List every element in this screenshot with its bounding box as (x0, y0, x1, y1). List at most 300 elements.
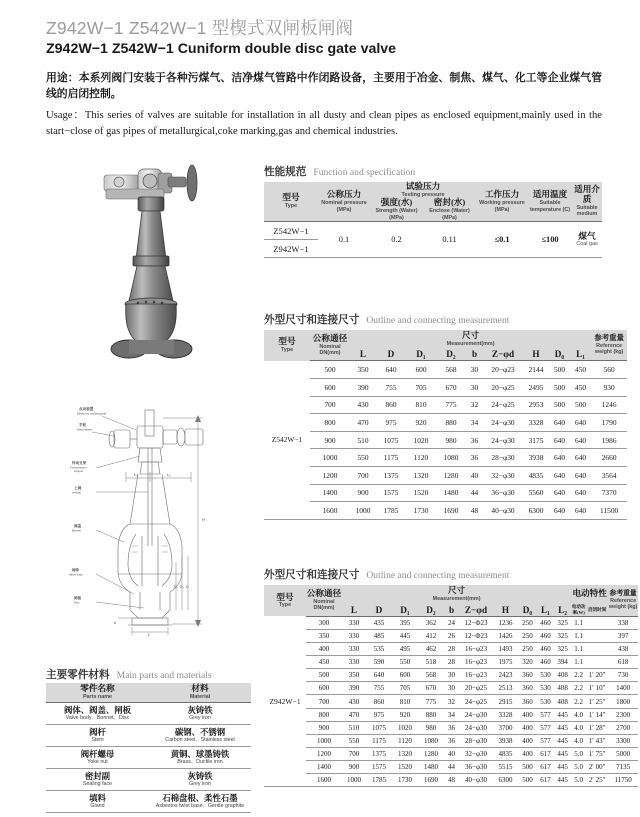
outline2-col-H: H (493, 603, 518, 616)
outline1-cell-L: 350 (350, 361, 376, 379)
outline1-cell-w: 1246 (591, 396, 627, 414)
outline1-cell-H: 4835 (523, 466, 549, 484)
outline1-cell-b: 44 (466, 484, 483, 502)
outline2-col-D1: D₁ (392, 603, 418, 616)
outline2-cell-t: 1′ 28″ (586, 721, 608, 734)
outline2-cell-L1: 617 (537, 747, 554, 760)
outline2-cell-L1: 460 (537, 643, 554, 656)
outline2-cell-D: 755 (366, 682, 392, 695)
outline2-cell-H: 1236 (493, 616, 518, 629)
outline2-cell-L1: 530 (537, 682, 554, 695)
outline1-cell-L1: 450 (570, 378, 591, 396)
outline2-cell-dn: 300 (306, 616, 342, 629)
outline2-cell-D2: 775 (418, 695, 444, 708)
outline2-cell-D0: 500 (518, 760, 537, 773)
table-row (46, 725, 251, 747)
outline1-cell-D1: 1520 (406, 484, 436, 502)
outline2-cell-D: 1575 (366, 760, 392, 773)
dim-l2: L₂ (134, 472, 138, 477)
outline2-cell-H: 2423 (493, 669, 518, 682)
caption-materials-cn: 主要零件材料 (46, 670, 110, 681)
materials-part-cell: 阀杆 Stem (46, 725, 149, 747)
outline1-cell-D2: 980 (436, 431, 466, 449)
outline2-col-D: D (366, 603, 392, 616)
table-row (264, 643, 638, 656)
outline2-cell-w: 618 (608, 656, 638, 669)
outline1-cell-D: 1785 (376, 502, 406, 520)
outline2-header-electric: 电动特性 (571, 585, 608, 603)
table-row (46, 791, 251, 813)
dim-d1: D₁ (180, 585, 184, 589)
outline1-cell-L: 900 (350, 484, 376, 502)
outline2-cell-D2: 1690 (418, 774, 444, 787)
table-row (264, 669, 638, 682)
outline1-col-D2: D₂ (436, 348, 466, 361)
outline2-cell-dn: 900 (306, 721, 342, 734)
caption-spec-cn: 性能规范 (264, 167, 306, 178)
outline2-cell-D0: 400 (518, 708, 537, 721)
outline1-cell-b: 34 (466, 414, 483, 432)
outline2-cell-L: 1000 (342, 774, 366, 787)
outline1-cell-D2: 775 (436, 396, 466, 414)
outline1-cell-D1: 600 (406, 361, 436, 379)
outline2-cell-L1: 530 (537, 695, 554, 708)
outline1-cell-Zd: 36−φ30 (483, 484, 523, 502)
outline2-cell-H: 2915 (493, 695, 518, 708)
outline1-cell-w: 930 (591, 378, 627, 396)
outline1-cell-w: 11500 (591, 502, 627, 520)
table-row (264, 774, 638, 787)
table-row (264, 484, 627, 502)
outline2-cell-pw: 5.0 (571, 774, 586, 787)
outline1-cell-L1: 640 (570, 414, 591, 432)
outline1-cell-L: 550 (350, 449, 376, 467)
outline1-cell-D2: 880 (436, 414, 466, 432)
outline2-cell-b: 48 (444, 774, 459, 787)
outline2-cell-pw: 1.1 (571, 616, 586, 629)
outline2-cell-D1: 395 (392, 616, 418, 629)
caption-outline-2 (264, 565, 509, 583)
outline2-cell-D1: 550 (392, 656, 418, 669)
outline2-cell-L2: 445 (554, 774, 571, 787)
outline1-cell-L1: 640 (570, 466, 591, 484)
outline2-cell-D0: 360 (518, 695, 537, 708)
outline2-cell-w: 7135 (608, 760, 638, 773)
outline2-cell-t: 1′ 25″ (586, 695, 608, 708)
outline1-cell-dn: 1200 (310, 466, 350, 484)
outline1-cell-D1: 1020 (406, 431, 436, 449)
outline2-cell-t (586, 656, 608, 669)
outline2-cell-L2: 445 (554, 708, 571, 721)
outline2-cell-D: 1375 (366, 747, 392, 760)
outline2-cell-dn: 1600 (306, 774, 342, 787)
outline1-cell-D0: 500 (549, 396, 570, 414)
outline2-cell-D2: 1480 (418, 760, 444, 773)
outline1-cell-D0: 640 (549, 414, 570, 432)
outline1-cell-b: 32 (466, 396, 483, 414)
outline2-cell-dn: 400 (306, 643, 342, 656)
table-row (264, 431, 627, 449)
outline2-cell-L1: 617 (537, 760, 554, 773)
outline1-cell-dn: 700 (310, 396, 350, 414)
outline1-cell-L: 700 (350, 466, 376, 484)
outline1-cell-dn: 900 (310, 431, 350, 449)
outline2-cell-pw: 2.2 (571, 669, 586, 682)
page-title-en: Z942W−1 Z542W−1 Cuniform double disc gate valve (46, 41, 606, 57)
outline1-cell-H: 2144 (523, 361, 549, 379)
outline2-cell-Zd: 12−Φ23 (459, 630, 493, 643)
table-row (264, 361, 627, 379)
outline2-cell-D: 590 (366, 656, 392, 669)
outline2-cell-w: 397 (608, 630, 638, 643)
materials-part-cell: 密封副 Sealing face (46, 769, 149, 791)
outline2-cell-dn: 450 (306, 656, 342, 669)
spec-suitable-medium: 煤气 Coal gas (572, 222, 602, 258)
table-row (264, 396, 627, 414)
outline1-cell-D0: 640 (549, 502, 570, 520)
outline1-cell-D0: 640 (549, 484, 570, 502)
outline2-cell-H: 1426 (493, 630, 518, 643)
outline2-cell-D: 640 (366, 669, 392, 682)
outline2-cell-D0: 400 (518, 734, 537, 747)
spec-header-nominal-pressure: 公称压力 Nominal pressure (MPa) (318, 182, 370, 222)
table-row (264, 449, 627, 467)
outline1-cell-D: 640 (376, 361, 406, 379)
outline1-header-size: 尺寸 Measurement(mm) (350, 330, 591, 348)
caption-spec-en: Function and specification (313, 167, 415, 178)
materials-table (46, 683, 251, 817)
spec-working-pressure: ≤0.1 (476, 222, 528, 258)
outline2-cell-w: 438 (608, 643, 638, 656)
outline2-col-L2: L₂ (554, 603, 571, 616)
outline2-cell-L: 900 (342, 760, 366, 773)
outline1-cell-D0: 500 (549, 361, 570, 379)
outline1-cell-Zd: 20−φ23 (483, 361, 523, 379)
specification-table (264, 182, 602, 262)
drawing-label-support-en2: support (74, 469, 84, 473)
table-row (264, 414, 627, 432)
outline1-cell-D: 1075 (376, 431, 406, 449)
outline2-col-power: 电动功率(W) (571, 603, 586, 616)
outline2-cell-Zd: 16−φ23 (459, 643, 493, 656)
drawing-label-bonnet: 阀盖 (74, 523, 82, 528)
outline1-col-H: H (523, 348, 549, 361)
outline2-col-D0: D₀ (518, 603, 537, 616)
outline1-type-label: Z542W−1 (264, 361, 310, 519)
outline2-cell-L1: 460 (537, 656, 554, 669)
outline2-header-type: 型号 Type (264, 585, 306, 616)
outline1-cell-dn: 600 (310, 378, 350, 396)
table-row (264, 760, 638, 773)
page-header (46, 18, 606, 57)
table-row (264, 708, 638, 721)
spec-table-bottom-rule (264, 258, 602, 263)
outline1-header-weight: 参考重量 Reference weight (kg) (591, 330, 627, 361)
outline1-cell-b: 30 (466, 361, 483, 379)
outline1-cell-Zd: 40−φ30 (483, 502, 523, 520)
outline2-cell-b: 34 (444, 708, 459, 721)
outline2-cell-L2: 408 (554, 669, 571, 682)
outline2-cell-H: 2513 (493, 682, 518, 695)
outline1-cell-D1: 1320 (406, 466, 436, 484)
usage-text-en: Usage：This series of valves are suitable for installation in all dusty and clean pipes as enclosed equipment,mainly used in the start−close of gas pipes of metallurgical,coke marking,gas and chemical industries. (46, 108, 602, 140)
materials-material-cell: 黄铜、球墨铸铁 Brass、Ductile iron (149, 747, 251, 769)
outline1-cell-H: 3175 (523, 431, 549, 449)
outline2-cell-L: 350 (342, 669, 366, 682)
outline2-cell-D0: 360 (518, 669, 537, 682)
outline2-cell-H: 1975 (493, 656, 518, 669)
spec-header-testing-pressure: 试验压力 Testing pressure (370, 182, 476, 198)
outline2-cell-t: 1′ 43″ (586, 734, 608, 747)
outline2-cell-dn: 800 (306, 708, 342, 721)
outline2-cell-D: 1075 (366, 721, 392, 734)
outline2-cell-pw: 4.0 (571, 721, 586, 734)
outline1-cell-L1: 640 (570, 431, 591, 449)
outline2-cell-b: 28 (444, 643, 459, 656)
outline2-cell-D2: 462 (418, 643, 444, 656)
outline2-cell-Zd: 24−φ30 (459, 721, 493, 734)
materials-material-cell: 灰铸铁 Grey iron (149, 769, 251, 791)
drawing-label-body: 阀体 (72, 567, 80, 572)
outline2-cell-pw: 1.1 (571, 630, 586, 643)
outline2-cell-D0: 320 (518, 656, 537, 669)
materials-bottom-rule (46, 813, 251, 817)
outline2-cell-D0: 400 (518, 721, 537, 734)
outline1-cell-w: 560 (591, 361, 627, 379)
outline2-cell-L2: 408 (554, 695, 571, 708)
drawing-label-body-en: Valve body (69, 573, 83, 577)
outline2-cell-b: 28 (444, 656, 459, 669)
outline1-cell-D: 1575 (376, 484, 406, 502)
page-title-cn: Z942W−1 Z542W−1 型楔式双闸板闸阀 (46, 18, 606, 38)
outline-table-1 (264, 330, 627, 524)
outline1-cell-L1: 640 (570, 484, 591, 502)
outline2-col-time: 启闭时间 (586, 603, 608, 616)
outline1-cell-w: 1986 (591, 431, 627, 449)
materials-material-cell: 灰铸铁 Grey iron (149, 703, 251, 725)
outline2-cell-pw: 2.2 (571, 695, 586, 708)
table-row (264, 502, 627, 520)
outline2-cell-pw: 4.0 (571, 734, 586, 747)
outline2-cell-t: 1′ 10″ (586, 682, 608, 695)
outline2-header-dn: 公称通径 Nominal DN(mm) (306, 585, 342, 616)
outline1-cell-Zd: 24−φ30 (483, 414, 523, 432)
outline2-cell-w: 3300 (608, 734, 638, 747)
outline1-cell-D0: 640 (549, 466, 570, 484)
outline2-cell-D1: 1020 (392, 721, 418, 734)
outline1-cell-D2: 1480 (436, 484, 466, 502)
outline1-bottom-rule (264, 519, 627, 524)
materials-header-part: 零件名称 Parts name (46, 683, 149, 703)
outline2-cell-L2: 325 (554, 643, 571, 656)
materials-part-cell: 阀杆螺母 Yoke nut (46, 747, 149, 769)
outline1-cell-D1: 1730 (406, 502, 436, 520)
outline2-cell-D0: 400 (518, 747, 537, 760)
spec-header-suitable-temperature: 适用温度 Suitable temperature (C) (528, 182, 572, 222)
outline1-cell-D1: 810 (406, 396, 436, 414)
outline1-cell-H: 5560 (523, 484, 549, 502)
outline2-cell-L: 470 (342, 708, 366, 721)
outline1-cell-D2: 1280 (436, 466, 466, 484)
outline2-cell-b: 44 (444, 760, 459, 773)
outline1-cell-L: 1000 (350, 502, 376, 520)
outline2-cell-D1: 495 (392, 643, 418, 656)
outline2-cell-D2: 1280 (418, 747, 444, 760)
outline1-col-D0: D₀ (549, 348, 570, 361)
outline1-col-Zd: Z−φd (483, 348, 523, 361)
outline2-cell-w: 730 (608, 669, 638, 682)
outline2-cell-L2: 445 (554, 747, 571, 760)
outline2-cell-H: 1493 (493, 643, 518, 656)
outline2-cell-L2: 445 (554, 734, 571, 747)
outline2-cell-D2: 568 (418, 669, 444, 682)
outline2-cell-Zd: 16−φ23 (459, 656, 493, 669)
outline2-cell-t: 1′ 75″ (586, 747, 608, 760)
outline2-cell-H: 6300 (493, 774, 518, 787)
outline2-cell-D0: 250 (518, 643, 537, 656)
outline1-cell-L1: 640 (570, 449, 591, 467)
outline2-cell-Zd: 40−φ30 (459, 774, 493, 787)
outline1-cell-dn: 1400 (310, 484, 350, 502)
outline2-cell-D: 1175 (366, 734, 392, 747)
outline2-cell-dn: 1200 (306, 747, 342, 760)
caption-outline-1 (264, 310, 509, 328)
valve-photo (62, 163, 258, 359)
drawing-label-handwheel: 手轮 (79, 422, 87, 427)
outline1-cell-w: 3564 (591, 466, 627, 484)
outline1-col-D: D (376, 348, 406, 361)
table-row (264, 734, 638, 747)
outline1-cell-D: 755 (376, 378, 406, 396)
outline2-cell-Zd: 36−φ30 (459, 760, 493, 773)
table-row (264, 695, 638, 708)
outline2-cell-pw: 5.0 (571, 760, 586, 773)
outline2-cell-D1: 1520 (392, 760, 418, 773)
table-row (264, 222, 602, 240)
outline1-cell-Zd: 20−φ25 (483, 378, 523, 396)
outline2-cell-dn: 350 (306, 630, 342, 643)
outline1-cell-L1: 640 (570, 502, 591, 520)
outline2-cell-L: 330 (342, 616, 366, 629)
outline1-cell-b: 36 (466, 431, 483, 449)
spec-suitable-temperature: ≤100 (528, 222, 572, 258)
spec-enclose-water: 0.11 (423, 222, 476, 258)
outline1-cell-b: 40 (466, 466, 483, 484)
outline2-cell-D2: 412 (418, 630, 444, 643)
outline1-cell-D0: 500 (549, 378, 570, 396)
outline2-cell-L: 390 (342, 682, 366, 695)
outline2-col-L: L (342, 603, 366, 616)
outline2-type-label: Z942W−1 (264, 616, 306, 786)
spec-type-2: Z942W−1 (264, 240, 318, 258)
outline2-cell-D2: 1080 (418, 734, 444, 747)
materials-part-cell: 填料 Gland (46, 791, 149, 813)
outline1-cell-dn: 500 (310, 361, 350, 379)
drawing-label-support: 传动支架 (71, 460, 87, 465)
outline1-cell-D0: 640 (549, 431, 570, 449)
caption-materials (46, 665, 212, 683)
outline1-cell-L1: 500 (570, 396, 591, 414)
outline1-col-L: L (350, 348, 376, 361)
outline2-cell-b: 30 (444, 682, 459, 695)
table-row (264, 747, 638, 760)
outline2-header-size: 尺寸 Measurement(mm) (342, 585, 571, 603)
table-row (46, 769, 251, 791)
outline2-cell-pw: 5.0 (571, 747, 586, 760)
outline2-cell-w: 1400 (608, 682, 638, 695)
outline1-cell-H: 3938 (523, 449, 549, 467)
outline1-col-D1: D₁ (406, 348, 436, 361)
drawing-label-disc: 闸板 (74, 595, 82, 600)
caption-specification (264, 162, 415, 180)
materials-header-material: 材料 Material (149, 683, 251, 703)
outline2-cell-H: 4835 (493, 747, 518, 760)
spec-header-suitable-medium: 适用介质 Suitable medium (572, 182, 602, 222)
outline2-cell-L: 330 (342, 630, 366, 643)
usage-text-cn: 用途：本系列阀门安装于各种污煤气、洁净煤气管路中作闭路设备，主要用于冶金、制焦、煤气、化工等企业煤气管线的启闭控制。 (46, 70, 602, 102)
outline1-cell-D1: 705 (406, 378, 436, 396)
outline2-header-weight: 参考重量 Reference weight (kg) (608, 585, 638, 616)
outline1-col-b: b (466, 348, 483, 361)
outline2-cell-dn: 1000 (306, 734, 342, 747)
outline1-cell-w: 7370 (591, 484, 627, 502)
outline2-cell-pw: 1.1 (571, 643, 586, 656)
outline1-cell-H: 2953 (523, 396, 549, 414)
outline2-cell-b: 32 (444, 695, 459, 708)
outline2-cell-Zd: 16−φ23 (459, 669, 493, 682)
outline2-cell-D1: 705 (392, 682, 418, 695)
outline2-cell-D: 1785 (366, 774, 392, 787)
outline2-cell-Zd: 28−φ30 (459, 734, 493, 747)
outline2-cell-D2: 980 (418, 721, 444, 734)
table-row (264, 630, 638, 643)
drawing-label-disc-en: Disc (74, 601, 80, 605)
outline2-cell-L: 510 (342, 721, 366, 734)
outline2-cell-pw: 1.1 (571, 656, 586, 669)
outline2-cell-D: 485 (366, 630, 392, 643)
caption-materials-en: Main parts and materials (117, 670, 212, 681)
outline2-cell-D1: 920 (392, 708, 418, 721)
outline2-cell-L2: 445 (554, 760, 571, 773)
outline1-cell-H: 6300 (523, 502, 549, 520)
outline1-cell-H: 3328 (523, 414, 549, 432)
outline2-cell-w: 2700 (608, 721, 638, 734)
dim-h: H (202, 517, 205, 522)
dim-b: b (114, 621, 116, 625)
drawing-label-handwheel-en: Hand wheel (77, 428, 92, 432)
outline2-cell-L2: 445 (554, 721, 571, 734)
outline1-cell-D: 1375 (376, 466, 406, 484)
outline2-cell-t (586, 643, 608, 656)
spec-subheader-strength: 强度(水) Strength (Water) (MPa) (370, 198, 423, 221)
outline2-cell-H: 3938 (493, 734, 518, 747)
outline1-cell-D1: 1120 (406, 449, 436, 467)
outline2-cell-dn: 600 (306, 682, 342, 695)
caption-outline2-en: Outline and connecting measurement (366, 570, 509, 581)
drawing-label-actuator-en: Electronic working gear (77, 412, 106, 416)
outline1-cell-D2: 1690 (436, 502, 466, 520)
outline1-cell-b: 48 (466, 502, 483, 520)
outline1-cell-w: 2660 (591, 449, 627, 467)
outline2-cell-L1: 460 (537, 616, 554, 629)
outline1-cell-D2: 1080 (436, 449, 466, 467)
outline1-cell-b: 30 (466, 378, 483, 396)
dim-d2: D₂ (174, 585, 178, 589)
outline2-cell-b: 30 (444, 669, 459, 682)
outline2-cell-H: 3700 (493, 721, 518, 734)
outline2-cell-L: 550 (342, 734, 366, 747)
spec-type-1: Z542W−1 (264, 222, 318, 240)
